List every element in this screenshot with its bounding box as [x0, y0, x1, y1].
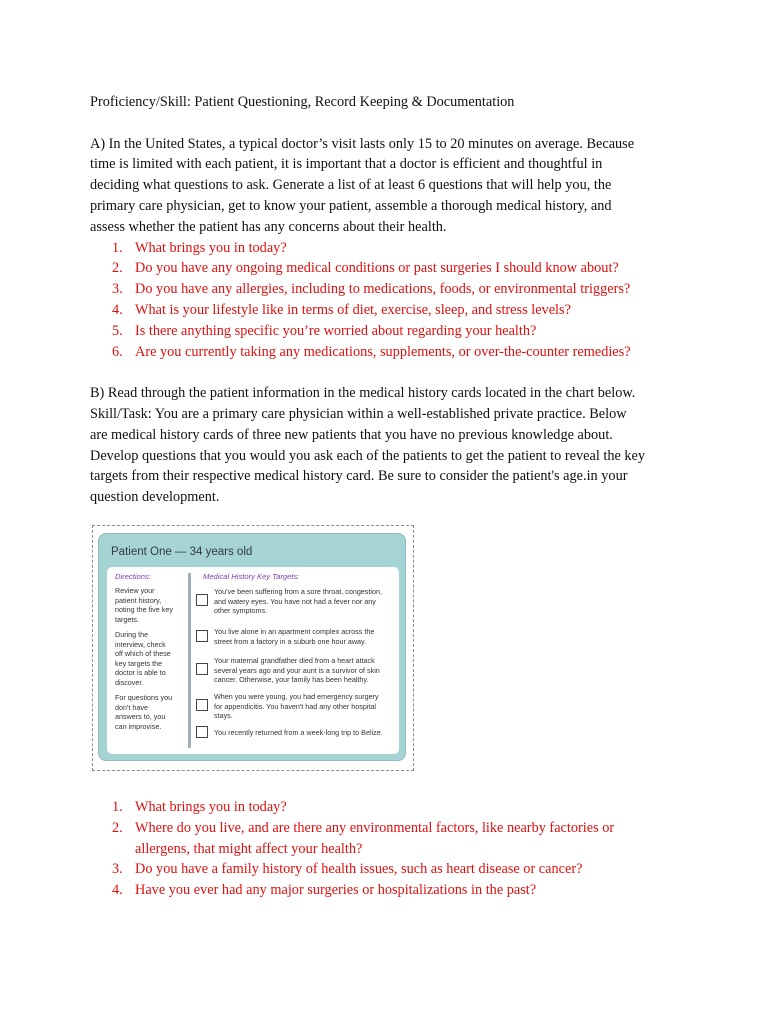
prompt-line: time is limited with each patient, it is important that a doctor is efficient and thoughtful in: [90, 156, 603, 173]
target-text: [214, 692, 399, 721]
directions-paragraph: [115, 693, 185, 731]
list-number: 3.: [112, 861, 123, 878]
target-line: cancer. Otherwise, your family has been healthy.: [214, 675, 369, 685]
prompt-line: assess whether the patient has any concerns about their health.: [90, 218, 447, 235]
directions-line: During the: [115, 630, 149, 639]
answer-text: Is there anything specific you’re worried about regarding your health?: [135, 322, 537, 339]
list-number: 4.: [112, 882, 123, 899]
answer-text: allergens, that might affect your health?: [135, 840, 363, 857]
answer-text: Where do you live, and are there any environmental factors, like nearby factories or: [135, 819, 615, 836]
list-number: 4.: [112, 301, 123, 318]
target-checkbox[interactable]: [196, 699, 208, 711]
prompt-line: B) Read through the patient information in the medical history cards located in the chart below.: [90, 385, 636, 402]
prompt-line: deciding what questions to ask. Generate a list of at least 6 questions that will help you, the: [90, 177, 612, 194]
target-line: other symptoms.: [214, 606, 268, 616]
directions-paragraph: [115, 586, 185, 624]
target-text: [214, 728, 399, 738]
prompt-line: targets from their respective medical history card. Be sure to consider the patient's age.in your: [90, 468, 628, 485]
list-item: [90, 258, 690, 279]
document-body: [90, 92, 690, 508]
directions-paragraph: [115, 630, 185, 688]
directions-line: Review your: [115, 586, 155, 595]
list-item: [90, 859, 710, 880]
list-number: 6.: [112, 343, 123, 360]
key-targets-label: Medical History Key Targets:: [203, 572, 300, 581]
list-item: [90, 818, 710, 839]
target-line: several years ago and your aunt is a survivor of skin: [214, 665, 380, 675]
answer-text: What brings you in today?: [135, 799, 287, 815]
section-a-answer-list: [90, 238, 690, 363]
directions-line: targets.: [115, 614, 139, 624]
prompt-line: A) In the United States, a typical doctor’s visit lasts only 15 to 20 minutes on average. Because: [90, 135, 635, 152]
list-number: 1.: [112, 239, 123, 256]
list-number: 2.: [112, 819, 123, 836]
list-item: [90, 797, 710, 818]
target-checkbox[interactable]: [196, 663, 208, 675]
section-b-prompt: [90, 383, 690, 508]
prompt-line: question development.: [90, 489, 220, 506]
directions-line: don't have: [115, 702, 148, 712]
prompt-line: Develop questions that you would you ask each of the patients to get the patient to reveal the key: [90, 447, 646, 464]
patient-card-figure: [92, 525, 414, 771]
answer-text: What brings you in today?: [135, 239, 287, 256]
directions-line: off which of these: [115, 649, 171, 659]
section-a-prompt: [90, 134, 690, 238]
directions-label: Directions:: [115, 572, 151, 581]
target-text: [214, 656, 399, 685]
directions-line: For questions you: [115, 693, 173, 702]
directions-line: interview, check: [115, 639, 166, 649]
directions-line: key targets the: [115, 658, 163, 668]
directions-line: discover.: [115, 677, 144, 687]
card-divider: [188, 573, 191, 748]
list-number: 5.: [112, 322, 123, 339]
target-checkbox[interactable]: [196, 630, 208, 642]
page-heading: Proficiency/Skill: Patient Questioning, Record Keeping & Documentation: [90, 94, 515, 110]
list-item: [90, 342, 690, 363]
target-text: [214, 587, 399, 616]
directions-line: answers to, you: [115, 712, 166, 722]
list-item: [90, 238, 690, 259]
target-line: street from a factory in a suburb one hour away.: [214, 636, 367, 646]
answer-text: Have you ever had any major surgeries or hospitalizations in the past?: [135, 882, 537, 899]
directions-line: doctor is able to: [115, 668, 166, 678]
answer-text: Do you have any allergies, including to medications, foods, or environmental triggers?: [135, 281, 631, 298]
list-item: [90, 279, 690, 300]
card-title: Patient One — 34 years old: [111, 546, 253, 558]
card-content: [107, 567, 399, 754]
directions-line: can improvise.: [115, 721, 162, 731]
target-line: for appendicitis. You haven't had any other hospital: [214, 701, 377, 711]
section-b-answers: [90, 797, 710, 901]
list-item: [90, 839, 710, 860]
prompt-line: Skill/Task: You are a primary care physician within a well-established private practice. Below: [90, 405, 627, 422]
target-line: You recently returned from a week-long trip to Belize.: [214, 728, 383, 737]
list-number: 2.: [112, 260, 123, 277]
directions-line: noting the five key: [115, 605, 173, 615]
list-number: 3.: [112, 281, 123, 298]
target-checkbox[interactable]: [196, 726, 208, 738]
patient-card: [98, 533, 406, 761]
section-b-answer-list: [90, 797, 710, 901]
target-checkbox[interactable]: [196, 594, 208, 606]
answer-text: Do you have any ongoing medical conditions or past surgeries I should know about?: [135, 260, 619, 277]
list-item: [90, 321, 690, 342]
answer-text: Do you have a family history of health issues, such as heart disease or cancer?: [135, 861, 583, 878]
target-line: When you were young, you had emergency surgery: [214, 692, 379, 701]
target-line: You've been suffering from a sore throat, congestion,: [214, 587, 382, 596]
target-line: and watery eyes. You have not had a fever nor any: [214, 596, 376, 606]
target-text: [214, 627, 399, 646]
target-line: stays.: [214, 711, 233, 721]
list-number: 1.: [112, 799, 123, 815]
list-item: [90, 300, 690, 321]
directions-line: patient history,: [115, 595, 162, 605]
answer-text: Are you currently taking any medications, supplements, or over-the-counter remedies?: [135, 343, 631, 360]
prompt-line: primary care physician, get to know your patient, assemble a thorough medical history, and: [90, 197, 612, 214]
list-item: [90, 880, 710, 901]
prompt-line: are medical history cards of three new patients that you have no previous knowledge about.: [90, 426, 613, 443]
answer-text: What is your lifestyle like in terms of diet, exercise, sleep, and stress levels?: [135, 301, 571, 318]
target-line: Your maternal grandfather died from a heart attack: [214, 656, 375, 665]
target-line: You live alone in an apartment complex across the: [214, 627, 375, 636]
